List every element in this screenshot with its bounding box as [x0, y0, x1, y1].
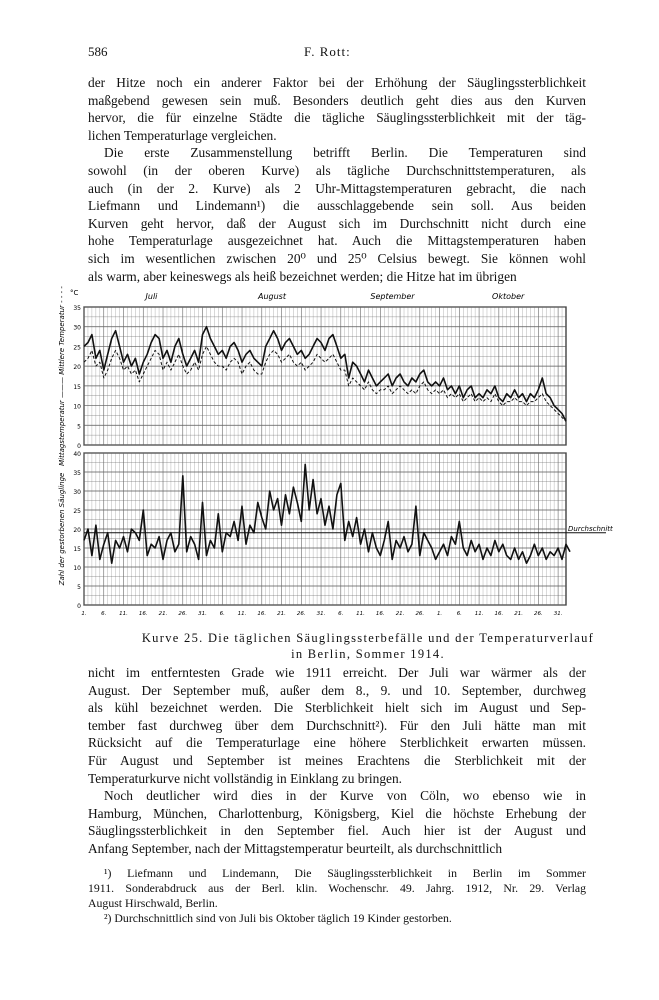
bottom-axis-title: Zahl der gestorbenen Säuglinge: [58, 472, 66, 586]
footnote-line: August Hirschwald, Berlin.: [88, 896, 218, 910]
y-tick-label: 20: [73, 527, 81, 534]
date-tick-label: 6.: [219, 611, 225, 617]
body-line: Hamburg, München, Charlottenburg, Königsberg, Kiel die höchste Erhebung der: [88, 805, 586, 821]
running-head: F. Rott:: [304, 44, 351, 59]
date-tick-label: 21.: [395, 611, 405, 617]
y-tick-label: 10: [73, 565, 81, 572]
y-tick-label: 25: [73, 344, 81, 352]
caption-line-2: in Berlin, Sommer 1914.: [291, 647, 445, 661]
intro-line: Liefmann und Lindemann¹) die ausschlaggebende sein soll. Aus beiden: [88, 198, 586, 214]
y-tick-label: 20: [73, 364, 81, 372]
date-tick-label: 11.: [474, 611, 484, 617]
body-paragraph: [88, 664, 586, 858]
date-tick-label: 31.: [553, 611, 563, 617]
date-tick-label: 16.: [138, 611, 148, 617]
body-line: als kühl bezeichnet werden. Die Sterblichkeit hielt sich im August und Sep-: [88, 700, 586, 716]
body-line: nicht im entferntesten Grade wie 1911 erreicht. Der Juli war wärmer als der: [88, 665, 586, 680]
footnote-line: ²) Durchschnittlich sind von Juli bis Oktober täglich 19 Kinder gestorben.: [104, 911, 452, 925]
body-line: Rücksicht auf die Temperaturlage eine höhere Sterblichkeit erwarten müssen.: [88, 735, 586, 751]
date-tick-label: 31.: [316, 611, 326, 617]
body-line: Säuglingssterblichkeit in den September fiel. Auch hier ist der August und: [88, 823, 586, 839]
body-line: Noch deutlicher wird dies in der Kurve von Cöln, wo ebenso wie in: [104, 788, 586, 804]
month-label: Juli: [145, 292, 158, 301]
date-tick-label: 1.: [436, 611, 443, 617]
y-tick-label: 35: [73, 305, 81, 312]
temperature-mortality-figure: [0, 285, 659, 625]
body-line: Anfang September, nach der Mittagstemperatur beurteilt, als durchschnittlich: [88, 840, 503, 856]
footnotes: [88, 866, 586, 926]
date-tick-label: 21.: [158, 611, 168, 617]
intro-line: auch (in der 2. Kurve) als 2 Uhr-Mittagstemperaturen gebracht, die nach: [88, 180, 586, 196]
date-tick-label: 16.: [257, 611, 267, 617]
date-tick-label: 26.: [533, 611, 543, 617]
date-tick-label: 16.: [375, 611, 385, 617]
month-label: September: [370, 292, 415, 301]
y-tick-label: 0: [77, 603, 81, 610]
body-line: August. Der September muß, außer dem 8., 9. und 10. September, durchweg: [88, 682, 586, 698]
intro-line: der Hitze noch ein anderer Faktor bei der Erhöhung der Säuglingssterblichkeit: [88, 75, 586, 90]
top-axis-title: Mittagstemperatur ——— Mittlere Temperatur - - - -: [58, 286, 66, 466]
caption-line-1: Kurve 25. Die täglichen Säuglingssterbefälle und der Temperaturverlauf: [141, 631, 595, 645]
intro-line: maßgebend gewesen sein muß. Besonders deutlich geht dies aus den Kurven: [88, 92, 586, 108]
date-tick-label: 31.: [198, 611, 207, 617]
date-tick-label: 6.: [101, 611, 107, 617]
footnote-line: ¹) Liefmann und Lindemann, Die Säuglingssterblichkeit in Berlin im Sommer: [104, 866, 586, 880]
intro-line: als warm, aber keineswegs als heiß bezeichnet werden; die Hitze hat im übrigen: [88, 268, 517, 284]
date-tick-label: 6.: [456, 611, 462, 617]
y-tick-label: 5: [77, 423, 81, 431]
date-tick-label: 1.: [81, 611, 87, 617]
unit-label: °C: [70, 289, 79, 297]
intro-line: hohe Temperaturlage ausgezeichnet hat. Auch die Mittagstemperaturen haben: [88, 233, 586, 249]
intro-line: lichen Temperaturlage vergleichen.: [88, 127, 277, 143]
intro-line: sich im wesentlichen zwischen 20⁰ und 25⁰ Celsius bewegt. Sie können wohl: [88, 250, 586, 266]
average-label: Durchschnitt: [568, 524, 613, 533]
intro-paragraph: [88, 74, 586, 285]
date-tick-label: 11.: [356, 611, 365, 617]
date-tick-label: 16.: [494, 611, 504, 617]
intro-line: Kurven geht hervor, daß der August sich im Durchschnitt nicht durch eine: [88, 215, 586, 231]
y-tick-label: 15: [73, 546, 81, 553]
y-tick-label: 15: [73, 383, 81, 391]
y-tick-label: 40: [73, 451, 81, 458]
intro-line: hervor, die für einzelne Städte die tägliche Säuglingssterblichkeit mit der täg-: [88, 110, 586, 126]
y-tick-label: 30: [73, 324, 81, 332]
date-tick-label: 21.: [514, 611, 523, 617]
footnote-line: 1911. Sonderabdruck aus der Berl. klin. Wochenschr. 49. Jahrg. 1912, Nr. 29. Verlag: [88, 881, 586, 895]
date-tick-label: 21.: [277, 611, 286, 617]
y-tick-label: 5: [77, 584, 81, 591]
y-tick-label: 35: [73, 470, 81, 477]
figure-caption: [88, 630, 648, 662]
date-tick-label: 11.: [237, 611, 247, 617]
body-line: Temperaturkurve nicht vollständig in Einklang zu bringen.: [88, 770, 403, 786]
date-tick-label: 26.: [296, 611, 306, 617]
y-tick-label: 0: [77, 443, 81, 450]
month-label: August: [257, 292, 286, 301]
page-number: 586: [88, 44, 108, 59]
month-label: Oktober: [492, 292, 525, 301]
body-line: Für August und September ist meines Erachtens die Sterblichkeit mit der: [88, 752, 586, 768]
body-line: tember fast durchweg über dem Durchschnitt²). Für den Juli hätte man mit: [88, 717, 586, 733]
y-tick-label: 30: [73, 489, 81, 496]
intro-line: Die erste Zusammenstellung betrifft Berlin. Die Temperaturen sind: [104, 145, 586, 161]
intro-line: sowohl (in der oberen Kurve) als tägliche Durchschnittstemperaturen, als: [88, 162, 586, 178]
y-tick-label: 10: [73, 403, 81, 411]
date-tick-label: 6.: [338, 611, 344, 617]
y-tick-label: 25: [73, 508, 81, 515]
series-line-infant-deaths: [84, 464, 570, 563]
date-tick-label: 26.: [415, 611, 425, 617]
date-tick-label: 11.: [119, 611, 128, 617]
date-tick-label: 26.: [178, 611, 188, 617]
